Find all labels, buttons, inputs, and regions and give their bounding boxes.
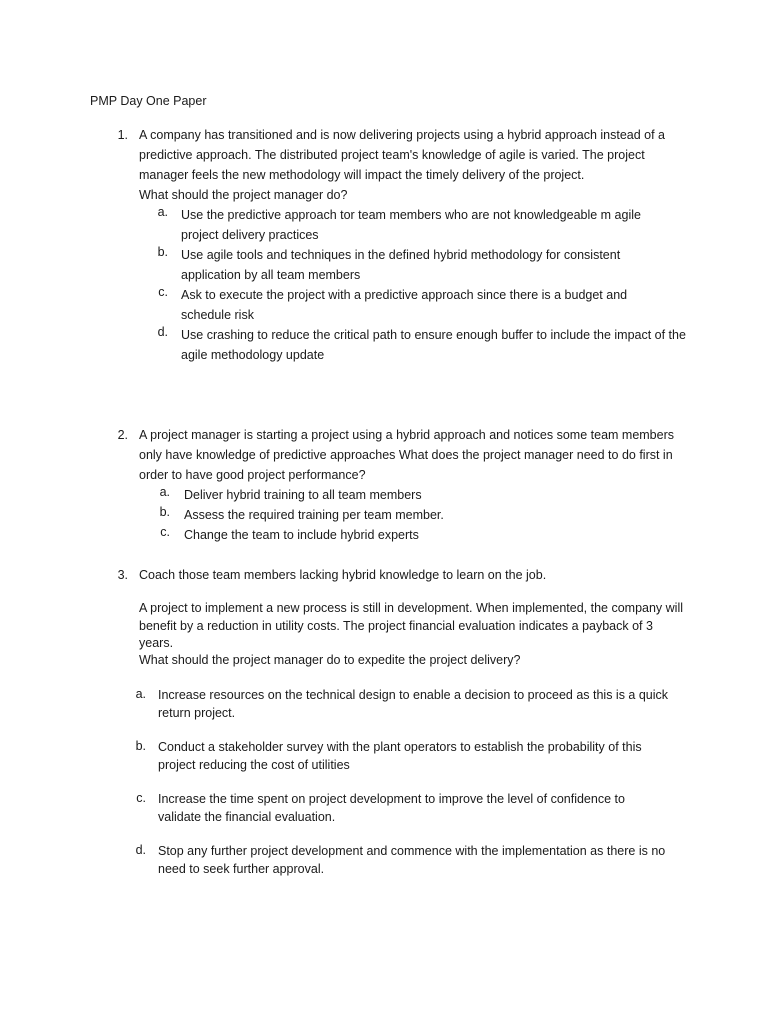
question-1-option-d-letter: d. (157, 325, 168, 339)
question-1-option-c-letter: c. (158, 285, 168, 299)
question-1-prompt: What should the project manager do? (139, 188, 348, 202)
question-3-option-c-letter: c. (136, 791, 146, 805)
question-1-stem: A company has transitioned and is now delivering projects using a hybrid approach instead of a predictive approach. The distributed project team's knowledge of agile is varied. The project manager feels the new methodology will impact the timely delivery of the project. (139, 128, 666, 182)
question-1-option-d: Use crashing to reduce the critical path to ensure enough buffer to include the impact of the agile methodology update (181, 328, 686, 362)
question-1-option-b-letter: b. (157, 245, 168, 259)
question-3-option-a-letter: a. (135, 687, 146, 701)
question-2-stem: A project manager is starting a project using a hybrid approach and notices some team members only have knowledge of predictive approaches What does the project manager need to do first in order to have good project performance? (139, 428, 674, 482)
question-2-number: 2. (117, 428, 128, 442)
question-3-option-b-letter: b. (135, 739, 146, 753)
question-1-option-b: Use agile tools and techniques in the defined hybrid methodology for consistent application by all team members (181, 248, 621, 282)
question-3-stem: A project to implement a new process is still in development. When implemented, the company will benefit by a reduction in utility costs. The project financial evaluation indicates a payback of 3 years. (139, 601, 684, 650)
question-3-option-d: Stop any further project development and commence with the implementation as there is no need to seek further approval. (158, 844, 666, 876)
question-1-number: 1. (117, 128, 128, 142)
question-1-option-a-letter: a. (157, 205, 168, 219)
question-1-option-a: Use the predictive approach tor team members who are not knowledgeable m agile project delivery practices (181, 208, 641, 242)
question-3-prompt: What should the project manager do to expedite the project delivery? (139, 653, 521, 667)
question-2-option-a-letter: a. (159, 485, 170, 499)
question-3-number: 3. (117, 568, 128, 582)
question-3-option-c: Increase the time spent on project development to improve the level of confidence to validate the financial evaluation. (158, 792, 625, 824)
question-3-option-b: Conduct a stakeholder survey with the plant operators to establish the probability of this project reducing the cost of utilities (158, 740, 642, 772)
question-2-option-c: Change the team to include hybrid experts (184, 528, 419, 542)
question-2-option-b: Assess the required training per team member. (184, 508, 444, 522)
document-title: PMP Day One Paper (90, 94, 207, 108)
question-2-option-a: Deliver hybrid training to all team members (184, 488, 422, 502)
question-3-lead: Coach those team members lacking hybrid knowledge to learn on the job. (139, 568, 547, 582)
question-2-option-c-letter: c. (160, 525, 170, 539)
question-2-option-b-letter: b. (159, 505, 170, 519)
question-3-option-a: Increase resources on the technical design to enable a decision to proceed as this is a quick return project. (158, 688, 669, 720)
question-3-option-d-letter: d. (135, 843, 146, 857)
question-1-option-c: Ask to execute the project with a predictive approach since there is a budget and schedule risk (181, 288, 628, 322)
